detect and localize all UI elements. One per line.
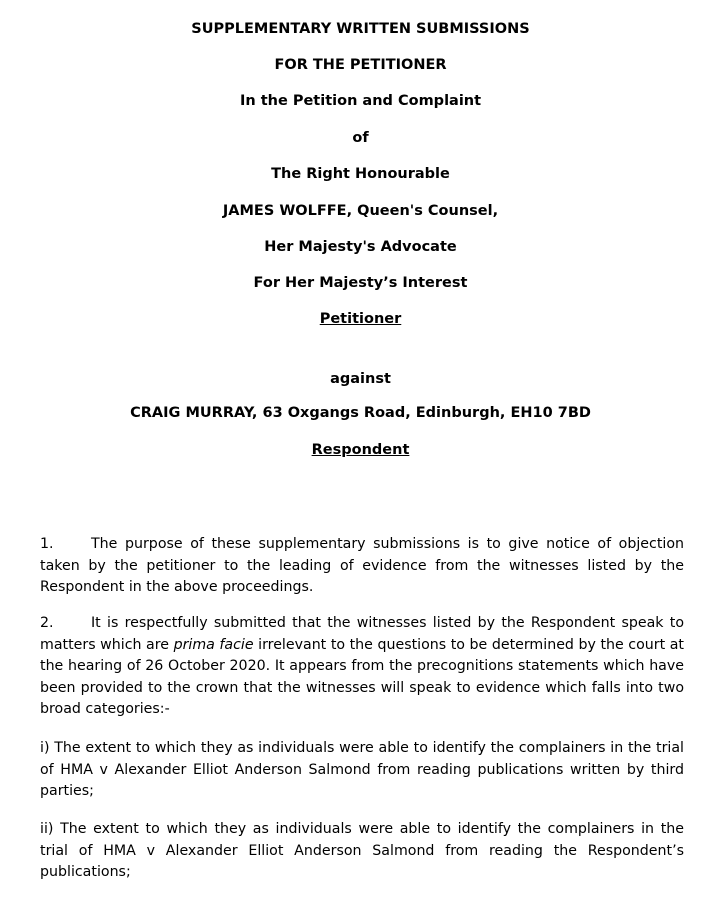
paragraph-text-italic: prima facie <box>173 636 254 653</box>
paragraph-3 <box>40 738 684 803</box>
paragraph-text-end: irrelevant to the questions to be determined by the court at the hearing of 26 October 2020. It appears from the precognitions statements which have been provided to the crown that the witnesses will speak to evidence which falls into two broad categories:- <box>40 636 684 717</box>
paragraph-1 <box>40 534 684 599</box>
paragraph-number: 2. <box>40 615 54 631</box>
paragraph-4 <box>40 819 684 884</box>
heading-honourable: The Right Honourable <box>271 166 450 182</box>
paragraph-text: ii) The extent to which they as individuals were able to identify the complainers in the trial of HMA v Alexander Elliot Anderson Salmond from reading the Respondent’s publications; <box>40 821 684 880</box>
petitioner-label: Petitioner <box>319 311 402 327</box>
respondent-name: CRAIG MURRAY, 63 Oxgangs Road, Edinburgh, EH10 7BD <box>130 405 591 421</box>
heading-of: of <box>352 130 369 146</box>
heading-petition: In the Petition and Complaint <box>239 93 482 109</box>
paragraph-text: i) The extent to which they as individuals were able to identify the complainers in the trial of HMA v Alexander Elliot Anderson Salmond from reading publications written by third parties; <box>40 740 684 799</box>
heading-against: against <box>330 371 391 387</box>
heading-title: SUPPLEMENTARY WRITTEN SUBMISSIONS <box>191 21 530 37</box>
paragraph-text-start: It is respectfully submitted that the witnesses listed by the Respondent speak to matters which are <box>40 615 684 653</box>
paragraph-text: The purpose of these supplementary submissions is to give notice of objection taken by the petitioner to the leading of evidence from the witnesses listed by the Respondent in the above proceedings. <box>40 536 684 595</box>
heading-petitioner-name: JAMES WOLFFE, Queen's Counsel, <box>222 203 499 219</box>
paragraph-2 <box>40 613 684 721</box>
respondent-label: Respondent <box>311 442 410 458</box>
paragraph-number: 1. <box>40 536 54 552</box>
heading-interest: For Her Majesty’s Interest <box>253 275 468 291</box>
heading-subtitle: FOR THE PETITIONER <box>274 57 447 73</box>
heading-role: Her Majesty's Advocate <box>264 239 457 255</box>
